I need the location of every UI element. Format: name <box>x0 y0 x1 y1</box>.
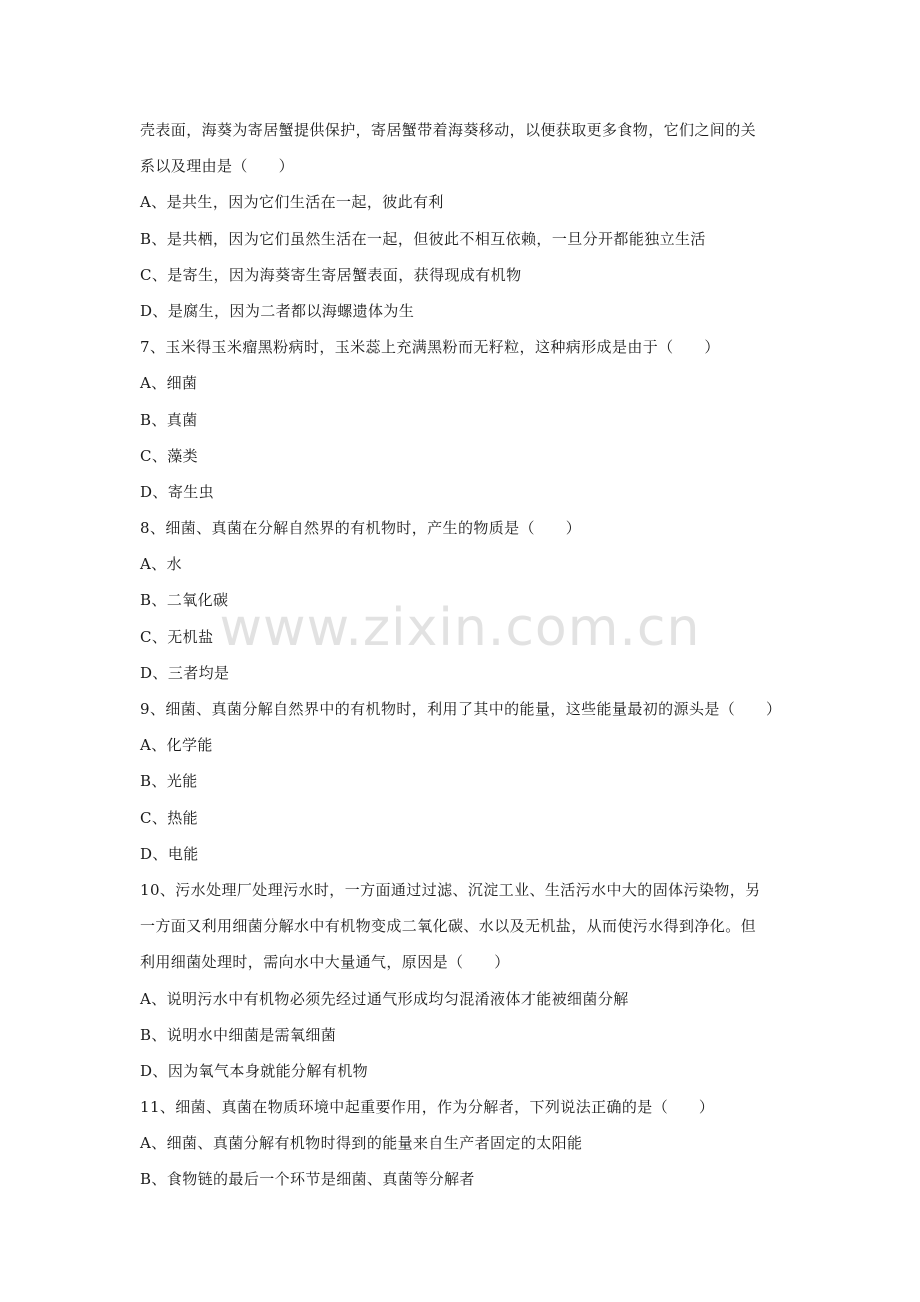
text-line: D、寄生虫 <box>140 482 215 501</box>
text-line: B、是共栖，因为它们虽然生活在一起，但彼此不相互依赖，一旦分开都能独立生活 <box>140 229 706 248</box>
text-line: A、水 <box>140 555 183 574</box>
text-line: A、细菌、真菌分解有机物时得到的能量来自生产者固定的太阳能 <box>140 1134 583 1153</box>
text-line: C、无机盐 <box>140 627 214 646</box>
text-line: B、说明水中细菌是需氧细菌 <box>140 1025 337 1044</box>
text-line: B、真菌 <box>140 410 198 429</box>
text-line: C、是寄生，因为海葵寄生寄居蟹表面，获得现成有机物 <box>140 265 522 284</box>
text-line: A、细菌 <box>140 374 198 393</box>
text-line: 9、细菌、真菌分解自然界中的有机物时，利用了其中的能量，这些能量最初的源头是（ ） <box>140 700 782 718</box>
text-line: C、藻类 <box>140 446 199 465</box>
text-line: D、因为氧气本身就能分解有机物 <box>140 1061 369 1080</box>
text-line: 利用细菌处理时，需向水中大量通气，原因是（ ） <box>140 953 510 972</box>
text-line: D、三者均是 <box>140 663 230 682</box>
text-line: C、热能 <box>140 808 199 827</box>
text-line: D、电能 <box>140 844 199 863</box>
text-line: B、食物链的最后一个环节是细菌、真菌等分解者 <box>140 1170 475 1189</box>
text-line: 11、细菌、真菌在物质环境中起重要作用，作为分解者，下列说法正确的是（ ） <box>140 1098 715 1117</box>
text-line: 壳表面，海葵为寄居蟹提供保护，寄居蟹带着海葵移动，以便获取更多食物，它们之间的关 <box>140 121 757 139</box>
text-line: 8、细菌、真菌在分解自然界的有机物时，产生的物质是（ ） <box>140 519 582 538</box>
text-line: D、是腐生，因为二者都以海螺遗体为生 <box>140 301 415 320</box>
text-line: 系以及理由是（ ） <box>140 157 295 176</box>
text-line: A、说明污水中有机物必须先经过通气形成均匀混淆液体才能被细菌分解 <box>140 989 629 1008</box>
text-line: 10、污水处理厂处理污水时，一方面通过过滤、沉淀工业、生活污水中大的固体污染物，另 <box>140 880 761 899</box>
text-line: 7、玉米得玉米瘤黑粉病时，玉米蕊上充满黑粉而无籽粒，这种病形成是由于（ ） <box>140 338 720 357</box>
text-line: B、光能 <box>140 772 198 791</box>
watermark: www.zixin.com.cn <box>219 598 701 658</box>
text-line: 一方面又利用细菌分解水中有机物变成二氧化碳、水以及无机盐，从而使污水得到净化。但 <box>140 917 757 936</box>
text-line: A、化学能 <box>140 736 213 755</box>
text-line: A、是共生，因为它们生活在一起，彼此有利 <box>140 193 444 212</box>
text-line: B、二氧化碳 <box>140 591 229 610</box>
